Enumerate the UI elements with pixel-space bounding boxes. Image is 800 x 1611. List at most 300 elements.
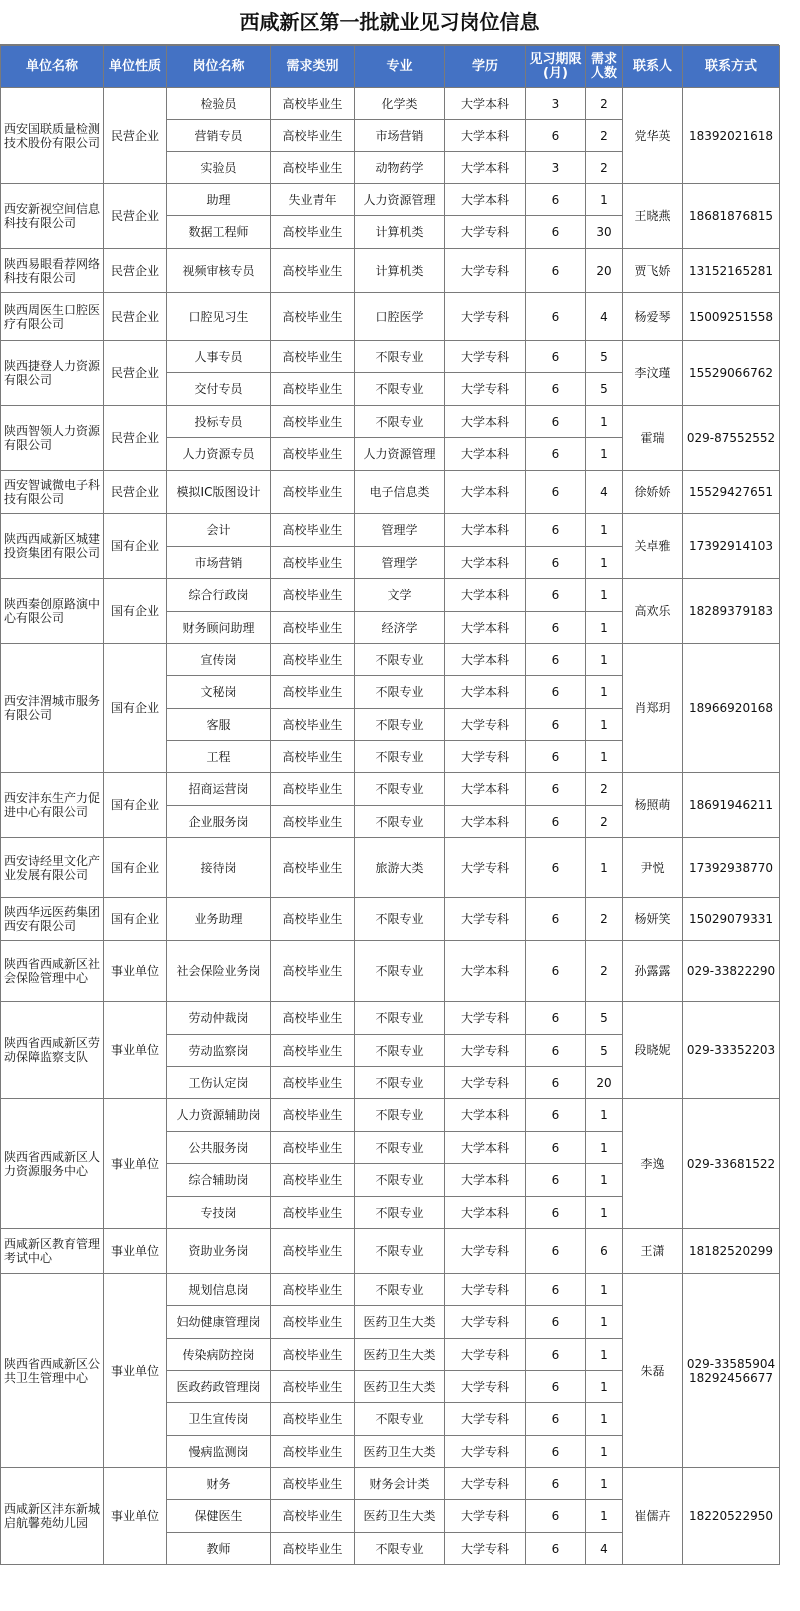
demand-count: 5 xyxy=(586,373,623,406)
unit-name: 陕西易眼看荐网络科技有限公司 xyxy=(1,249,104,293)
internship-period: 6 xyxy=(526,644,586,676)
internship-period: 6 xyxy=(526,1002,586,1035)
contact-phone: 15009251558 xyxy=(683,293,780,341)
demand-category: 高校毕业生 xyxy=(271,1533,355,1565)
major: 财务会计类 xyxy=(355,1468,445,1500)
contact-phone: 029-33822290 xyxy=(683,941,780,1002)
unit-name: 陕西省西咸新区公共卫生管理中心 xyxy=(1,1274,104,1468)
demand-category: 高校毕业生 xyxy=(271,341,355,373)
post-name: 宣传岗 xyxy=(167,644,271,676)
unit-type: 民营企业 xyxy=(104,406,167,471)
demand-count: 2 xyxy=(586,120,623,152)
education: 大学本科 xyxy=(445,579,526,612)
table-row xyxy=(1,1099,780,1132)
unit-name: 西咸新区沣东新城启航馨苑幼儿园 xyxy=(1,1468,104,1565)
education: 大学本科 xyxy=(445,471,526,514)
contact-phone: 18681876815 xyxy=(683,184,780,249)
unit-name: 陕西省西咸新区劳动保障监察支队 xyxy=(1,1002,104,1099)
demand-count: 2 xyxy=(586,152,623,184)
internship-period: 6 xyxy=(526,184,586,216)
major: 不限专业 xyxy=(355,373,445,406)
demand-count: 1 xyxy=(586,1306,623,1339)
contact-person: 朱磊 xyxy=(623,1274,683,1468)
table-row xyxy=(1,773,780,806)
contact-phone: 18691946211 xyxy=(683,773,780,838)
unit-name: 陕西省西咸新区社会保险管理中心 xyxy=(1,941,104,1002)
contact-phone: 18289379183 xyxy=(683,579,780,644)
demand-count: 1 xyxy=(586,1371,623,1403)
education: 大学本科 xyxy=(445,547,526,579)
education: 大学专科 xyxy=(445,1002,526,1035)
post-name: 劳动监察岗 xyxy=(167,1035,271,1067)
post-name: 公共服务岗 xyxy=(167,1132,271,1164)
unit-type: 民营企业 xyxy=(104,88,167,184)
contact-person: 党华英 xyxy=(623,88,683,184)
demand-count: 1 xyxy=(586,644,623,676)
education: 大学本科 xyxy=(445,120,526,152)
internship-period: 6 xyxy=(526,293,586,341)
major: 不限专业 xyxy=(355,1274,445,1306)
demand-count: 4 xyxy=(586,471,623,514)
internship-period: 6 xyxy=(526,406,586,438)
contact-phone: 18182520299 xyxy=(683,1229,780,1274)
contact-person: 李汶瑾 xyxy=(623,341,683,406)
contact-phone: 029-87552552 xyxy=(683,406,780,471)
demand-category: 高校毕业生 xyxy=(271,838,355,898)
demand-category: 高校毕业生 xyxy=(271,1067,355,1099)
major: 计算机类 xyxy=(355,216,445,249)
major: 管理学 xyxy=(355,514,445,547)
major: 医药卫生大类 xyxy=(355,1339,445,1371)
post-name: 财务 xyxy=(167,1468,271,1500)
demand-category: 高校毕业生 xyxy=(271,120,355,152)
demand-category: 高校毕业生 xyxy=(271,741,355,773)
table-row xyxy=(1,579,780,612)
post-name: 慢病监测岗 xyxy=(167,1436,271,1468)
education: 大学本科 xyxy=(445,1132,526,1164)
unit-type: 事业单位 xyxy=(104,1468,167,1565)
internship-period: 6 xyxy=(526,1339,586,1371)
demand-count: 1 xyxy=(586,184,623,216)
unit-name: 陕西捷登人力资源有限公司 xyxy=(1,341,104,406)
post-name: 劳动仲裁岗 xyxy=(167,1002,271,1035)
unit-name: 西安新视空间信息科技有限公司 xyxy=(1,184,104,249)
unit-type: 国有企业 xyxy=(104,898,167,941)
demand-count: 4 xyxy=(586,293,623,341)
demand-category: 高校毕业生 xyxy=(271,1229,355,1274)
major: 不限专业 xyxy=(355,1229,445,1274)
demand-category: 高校毕业生 xyxy=(271,1197,355,1229)
unit-type: 民营企业 xyxy=(104,293,167,341)
demand-count: 1 xyxy=(586,547,623,579)
unit-type: 国有企业 xyxy=(104,579,167,644)
internship-period: 6 xyxy=(526,1500,586,1533)
unit-name: 西安沣东生产力促进中心有限公司 xyxy=(1,773,104,838)
demand-count: 1 xyxy=(586,1099,623,1132)
education: 大学本科 xyxy=(445,941,526,1002)
internship-period: 6 xyxy=(526,676,586,709)
demand-category: 高校毕业生 xyxy=(271,1436,355,1468)
demand-category: 高校毕业生 xyxy=(271,612,355,644)
demand-category: 高校毕业生 xyxy=(271,898,355,941)
demand-count: 1 xyxy=(586,612,623,644)
major: 化学类 xyxy=(355,88,445,120)
education: 大学专科 xyxy=(445,1500,526,1533)
major: 不限专业 xyxy=(355,741,445,773)
education: 大学专科 xyxy=(445,293,526,341)
demand-category: 高校毕业生 xyxy=(271,1306,355,1339)
demand-category: 高校毕业生 xyxy=(271,1468,355,1500)
internship-period: 6 xyxy=(526,773,586,806)
demand-category: 高校毕业生 xyxy=(271,1339,355,1371)
contact-person: 霍瑞 xyxy=(623,406,683,471)
contact-phone: 15029079331 xyxy=(683,898,780,941)
col-header-education: 学历 xyxy=(445,46,526,88)
demand-category: 高校毕业生 xyxy=(271,1002,355,1035)
internship-period: 6 xyxy=(526,1403,586,1436)
education: 大学专科 xyxy=(445,838,526,898)
unit-type: 民营企业 xyxy=(104,341,167,406)
post-name: 会计 xyxy=(167,514,271,547)
demand-category: 高校毕业生 xyxy=(271,644,355,676)
education: 大学本科 xyxy=(445,1164,526,1197)
contact-person: 肖郑玥 xyxy=(623,644,683,773)
demand-count: 1 xyxy=(586,1164,623,1197)
education: 大学本科 xyxy=(445,406,526,438)
table-row xyxy=(1,406,780,438)
demand-count: 2 xyxy=(586,88,623,120)
table-row xyxy=(1,514,780,547)
education: 大学专科 xyxy=(445,1035,526,1067)
education: 大学专科 xyxy=(445,741,526,773)
contact-phone: 15529427651 xyxy=(683,471,780,514)
internship-period: 3 xyxy=(526,88,586,120)
education: 大学专科 xyxy=(445,1339,526,1371)
table-row xyxy=(1,293,780,341)
demand-category: 失业青年 xyxy=(271,184,355,216)
demand-category: 高校毕业生 xyxy=(271,1274,355,1306)
table-row xyxy=(1,1229,780,1274)
demand-category: 高校毕业生 xyxy=(271,514,355,547)
unit-type: 民营企业 xyxy=(104,249,167,293)
col-header-major: 专业 xyxy=(355,46,445,88)
education: 大学专科 xyxy=(445,249,526,293)
unit-name: 西安沣渭城市服务有限公司 xyxy=(1,644,104,773)
post-name: 医政药政管理岗 xyxy=(167,1371,271,1403)
major: 不限专业 xyxy=(355,1002,445,1035)
education: 大学专科 xyxy=(445,341,526,373)
internship-period: 6 xyxy=(526,514,586,547)
demand-category: 高校毕业生 xyxy=(271,471,355,514)
positions-table xyxy=(0,45,780,1565)
table-row xyxy=(1,249,780,293)
major: 医药卫生大类 xyxy=(355,1436,445,1468)
unit-name: 西咸新区教育管理考试中心 xyxy=(1,1229,104,1274)
post-name: 卫生宣传岗 xyxy=(167,1403,271,1436)
post-name: 客服 xyxy=(167,709,271,741)
table-row xyxy=(1,838,780,898)
education: 大学本科 xyxy=(445,806,526,838)
contact-person: 关卓雅 xyxy=(623,514,683,579)
post-name: 营销专员 xyxy=(167,120,271,152)
education: 大学本科 xyxy=(445,644,526,676)
major: 不限专业 xyxy=(355,1164,445,1197)
unit-type: 民营企业 xyxy=(104,184,167,249)
education: 大学专科 xyxy=(445,1403,526,1436)
internship-period: 6 xyxy=(526,838,586,898)
demand-category: 高校毕业生 xyxy=(271,941,355,1002)
major: 口腔医学 xyxy=(355,293,445,341)
demand-count: 20 xyxy=(586,249,623,293)
col-header-contact: 联系人 xyxy=(623,46,683,88)
unit-name: 陕西周医生口腔医疗有限公司 xyxy=(1,293,104,341)
education: 大学专科 xyxy=(445,898,526,941)
major: 医药卫生大类 xyxy=(355,1306,445,1339)
contact-phone: 029-33681522 xyxy=(683,1099,780,1229)
internship-period: 6 xyxy=(526,249,586,293)
demand-count: 1 xyxy=(586,1197,623,1229)
post-name: 社会保险业务岗 xyxy=(167,941,271,1002)
unit-name: 西安智诚微电子科技有限公司 xyxy=(1,471,104,514)
post-name: 妇幼健康管理岗 xyxy=(167,1306,271,1339)
internship-period: 6 xyxy=(526,579,586,612)
demand-category: 高校毕业生 xyxy=(271,773,355,806)
major: 不限专业 xyxy=(355,1035,445,1067)
demand-count: 5 xyxy=(586,1002,623,1035)
unit-name: 陕西秦创原路演中心有限公司 xyxy=(1,579,104,644)
table-row xyxy=(1,471,780,514)
major: 计算机类 xyxy=(355,249,445,293)
major: 经济学 xyxy=(355,612,445,644)
major: 不限专业 xyxy=(355,773,445,806)
post-name: 规划信息岗 xyxy=(167,1274,271,1306)
education: 大学专科 xyxy=(445,1371,526,1403)
education: 大学专科 xyxy=(445,216,526,249)
table-row xyxy=(1,941,780,1002)
demand-count: 1 xyxy=(586,438,623,471)
internship-period: 6 xyxy=(526,1371,586,1403)
major: 市场营销 xyxy=(355,120,445,152)
education: 大学本科 xyxy=(445,773,526,806)
contact-person: 孙露露 xyxy=(623,941,683,1002)
post-name: 工程 xyxy=(167,741,271,773)
major: 不限专业 xyxy=(355,806,445,838)
internship-period: 6 xyxy=(526,1035,586,1067)
education: 大学专科 xyxy=(445,1229,526,1274)
unit-name: 陕西智领人力资源有限公司 xyxy=(1,406,104,471)
education: 大学专科 xyxy=(445,1533,526,1565)
demand-category: 高校毕业生 xyxy=(271,152,355,184)
post-name: 文秘岗 xyxy=(167,676,271,709)
post-name: 视频审核专员 xyxy=(167,249,271,293)
post-name: 综合辅助岗 xyxy=(167,1164,271,1197)
demand-count: 1 xyxy=(586,1339,623,1371)
major: 医药卫生大类 xyxy=(355,1371,445,1403)
contact-phone: 13152165281 xyxy=(683,249,780,293)
table-row xyxy=(1,184,780,216)
major: 不限专业 xyxy=(355,1099,445,1132)
unit-type: 事业单位 xyxy=(104,1002,167,1099)
demand-category: 高校毕业生 xyxy=(271,709,355,741)
post-name: 保健医生 xyxy=(167,1500,271,1533)
internship-period: 6 xyxy=(526,1164,586,1197)
contact-phone: 17392938770 xyxy=(683,838,780,898)
post-name: 财务顾问助理 xyxy=(167,612,271,644)
education: 大学本科 xyxy=(445,1197,526,1229)
contact-phone: 029-33352203 xyxy=(683,1002,780,1099)
table-row xyxy=(1,898,780,941)
demand-count: 1 xyxy=(586,1403,623,1436)
demand-count: 4 xyxy=(586,1533,623,1565)
post-name: 资助业务岗 xyxy=(167,1229,271,1274)
education: 大学专科 xyxy=(445,1274,526,1306)
table-row xyxy=(1,88,780,120)
post-name: 综合行政岗 xyxy=(167,579,271,612)
post-name: 人力资源辅助岗 xyxy=(167,1099,271,1132)
internship-period: 6 xyxy=(526,1067,586,1099)
demand-count: 1 xyxy=(586,741,623,773)
education: 大学专科 xyxy=(445,373,526,406)
demand-category: 高校毕业生 xyxy=(271,1164,355,1197)
contact-person: 贾飞娇 xyxy=(623,249,683,293)
contact-person: 高欢乐 xyxy=(623,579,683,644)
education: 大学本科 xyxy=(445,88,526,120)
internship-period: 6 xyxy=(526,1306,586,1339)
post-name: 助理 xyxy=(167,184,271,216)
internship-period: 6 xyxy=(526,373,586,406)
major: 不限专业 xyxy=(355,941,445,1002)
major: 不限专业 xyxy=(355,406,445,438)
post-name: 口腔见习生 xyxy=(167,293,271,341)
internship-period: 6 xyxy=(526,1436,586,1468)
contact-person: 杨爱琴 xyxy=(623,293,683,341)
internship-period: 6 xyxy=(526,941,586,1002)
unit-name: 西安诗经里文化产业发展有限公司 xyxy=(1,838,104,898)
col-header-post: 岗位名称 xyxy=(167,46,271,88)
demand-category: 高校毕业生 xyxy=(271,249,355,293)
post-name: 专技岗 xyxy=(167,1197,271,1229)
unit-type: 事业单位 xyxy=(104,1099,167,1229)
post-name: 教师 xyxy=(167,1533,271,1565)
education: 大学本科 xyxy=(445,1099,526,1132)
unit-name: 陕西省西咸新区人力资源服务中心 xyxy=(1,1099,104,1229)
major: 旅游大类 xyxy=(355,838,445,898)
education: 大学本科 xyxy=(445,676,526,709)
internship-period: 6 xyxy=(526,1099,586,1132)
contact-person: 尹悦 xyxy=(623,838,683,898)
demand-category: 高校毕业生 xyxy=(271,1035,355,1067)
post-name: 招商运营岗 xyxy=(167,773,271,806)
col-header-count: 需求人数 xyxy=(586,46,623,88)
demand-count: 1 xyxy=(586,1500,623,1533)
education: 大学本科 xyxy=(445,438,526,471)
post-name: 模拟IC版图设计 xyxy=(167,471,271,514)
education: 大学专科 xyxy=(445,1067,526,1099)
table-row xyxy=(1,1274,780,1306)
major: 不限专业 xyxy=(355,1403,445,1436)
internship-period: 6 xyxy=(526,216,586,249)
internship-period: 6 xyxy=(526,120,586,152)
unit-type: 事业单位 xyxy=(104,941,167,1002)
contact-person: 徐娇娇 xyxy=(623,471,683,514)
education: 大学专科 xyxy=(445,709,526,741)
table-row xyxy=(1,1468,780,1500)
major: 人力资源管理 xyxy=(355,438,445,471)
internship-period: 6 xyxy=(526,898,586,941)
contact-person: 王潇 xyxy=(623,1229,683,1274)
unit-type: 民营企业 xyxy=(104,471,167,514)
contact-person: 李逸 xyxy=(623,1099,683,1229)
col-header-category: 需求类别 xyxy=(271,46,355,88)
internship-period: 6 xyxy=(526,1468,586,1500)
contact-phone: 18220522950 xyxy=(683,1468,780,1565)
demand-count: 5 xyxy=(586,1035,623,1067)
post-name: 传染病防控岗 xyxy=(167,1339,271,1371)
major: 动物药学 xyxy=(355,152,445,184)
demand-category: 高校毕业生 xyxy=(271,293,355,341)
internship-period: 6 xyxy=(526,1197,586,1229)
contact-person: 王晓燕 xyxy=(623,184,683,249)
internship-period: 6 xyxy=(526,1132,586,1164)
demand-category: 高校毕业生 xyxy=(271,547,355,579)
demand-category: 高校毕业生 xyxy=(271,1500,355,1533)
demand-category: 高校毕业生 xyxy=(271,373,355,406)
unit-type: 国有企业 xyxy=(104,514,167,579)
demand-count: 30 xyxy=(586,216,623,249)
demand-count: 1 xyxy=(586,709,623,741)
demand-count: 5 xyxy=(586,341,623,373)
demand-category: 高校毕业生 xyxy=(271,438,355,471)
demand-count: 1 xyxy=(586,838,623,898)
major: 不限专业 xyxy=(355,898,445,941)
post-name: 接待岗 xyxy=(167,838,271,898)
contact-phone: 17392914103 xyxy=(683,514,780,579)
education: 大学专科 xyxy=(445,1436,526,1468)
demand-count: 1 xyxy=(586,514,623,547)
page-title: 西咸新区第一批就业见习岗位信息 xyxy=(0,0,779,45)
demand-count: 2 xyxy=(586,806,623,838)
unit-type: 国有企业 xyxy=(104,838,167,898)
unit-name: 陕西西咸新区城建投资集团有限公司 xyxy=(1,514,104,579)
internship-period: 6 xyxy=(526,741,586,773)
demand-category: 高校毕业生 xyxy=(271,806,355,838)
major: 电子信息类 xyxy=(355,471,445,514)
contact-person: 崔儒卉 xyxy=(623,1468,683,1565)
demand-count: 20 xyxy=(586,1067,623,1099)
internship-period: 6 xyxy=(526,438,586,471)
post-name: 人事专员 xyxy=(167,341,271,373)
post-name: 市场营销 xyxy=(167,547,271,579)
contact-phone: 029-33585904 18292456677 xyxy=(683,1274,780,1468)
internship-period: 6 xyxy=(526,547,586,579)
demand-count: 1 xyxy=(586,1468,623,1500)
demand-category: 高校毕业生 xyxy=(271,1099,355,1132)
major: 不限专业 xyxy=(355,1533,445,1565)
education: 大学专科 xyxy=(445,1306,526,1339)
internship-period: 6 xyxy=(526,709,586,741)
major: 不限专业 xyxy=(355,676,445,709)
demand-category: 高校毕业生 xyxy=(271,88,355,120)
contact-phone: 18392021618 xyxy=(683,88,780,184)
major: 不限专业 xyxy=(355,1132,445,1164)
education: 大学本科 xyxy=(445,184,526,216)
major: 管理学 xyxy=(355,547,445,579)
post-name: 投标专员 xyxy=(167,406,271,438)
demand-count: 1 xyxy=(586,676,623,709)
internship-period: 6 xyxy=(526,341,586,373)
table-row xyxy=(1,341,780,373)
contact-person: 段晓妮 xyxy=(623,1002,683,1099)
